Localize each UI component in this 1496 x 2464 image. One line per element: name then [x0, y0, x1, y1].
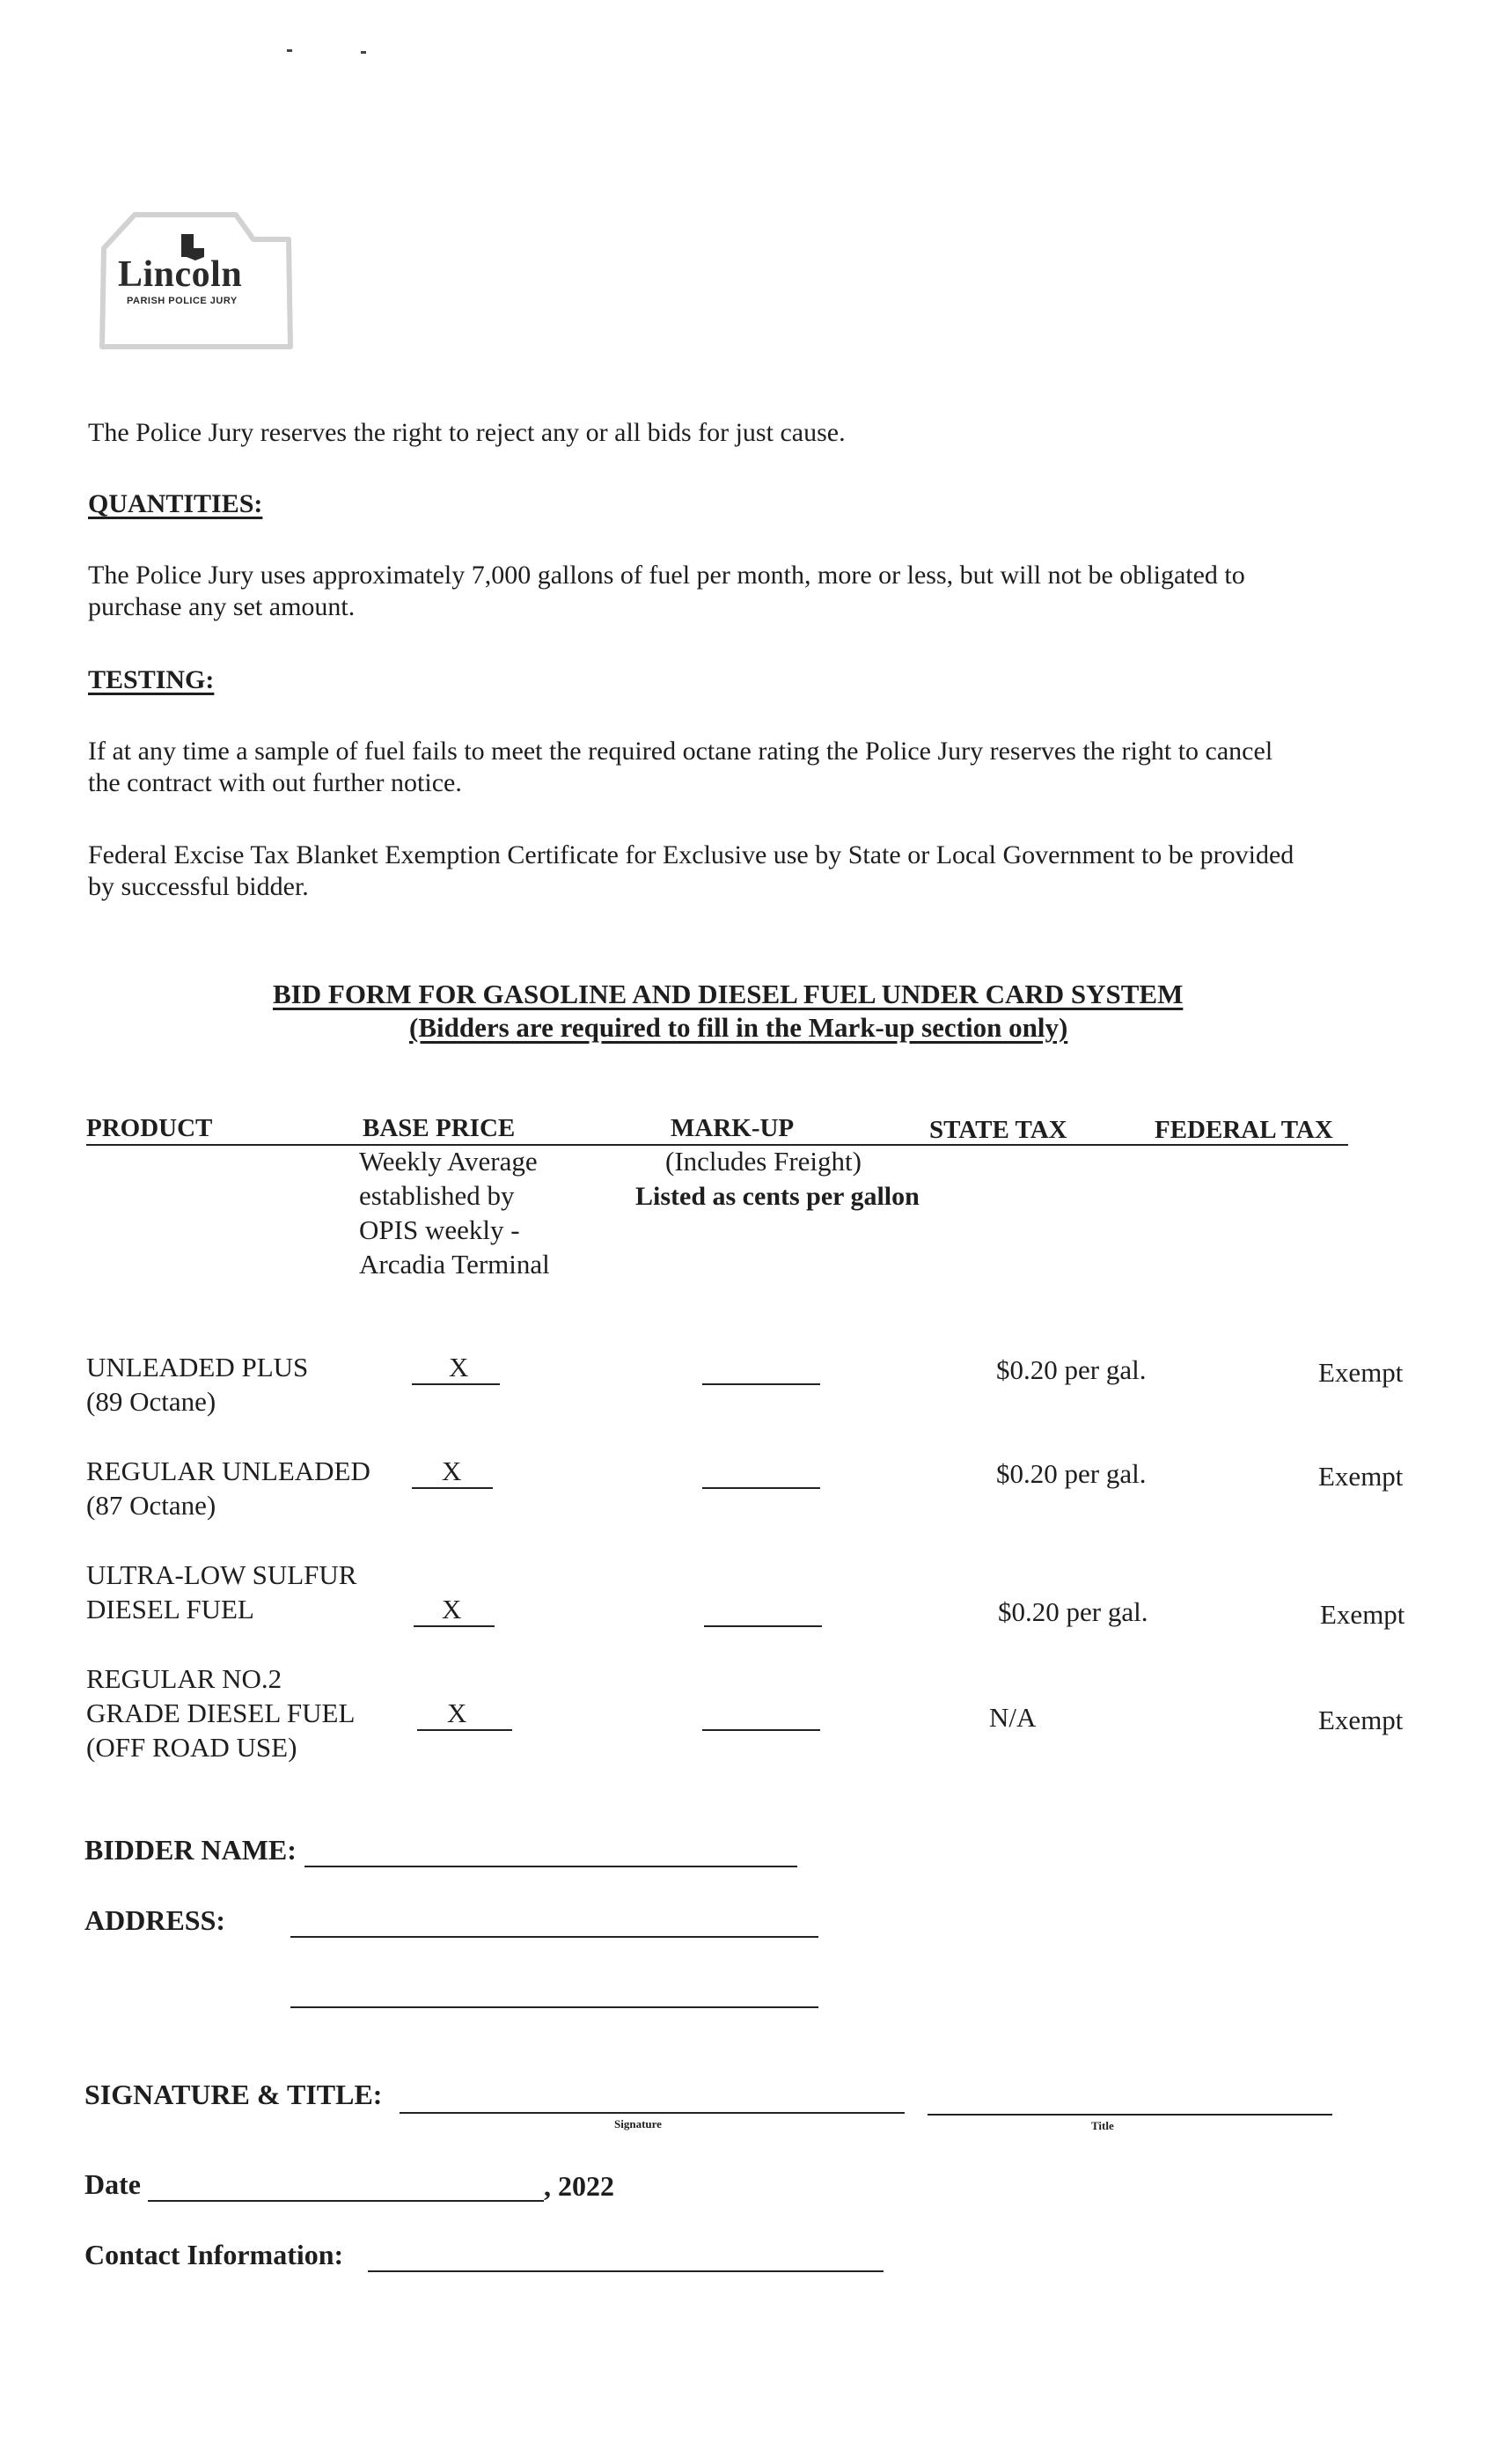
signature-caption: Signature [614, 2117, 662, 2130]
testing-line-1: If at any time a sample of fuel fails to meet the required octane rating the Police Jury reserves the right to cancel [88, 737, 1273, 766]
row-4-product-line-1: REGULAR NO.2 [86, 1663, 282, 1694]
row-3-base-price: X [442, 1594, 462, 1624]
quantities-line-2: purchase any set amount. [88, 592, 356, 621]
signature-title-label: SIGNATURE & TITLE: [84, 2079, 383, 2110]
quantities-line-1: The Police Jury uses approximately 7,000 gallons of fuel per month, more or less, but will not be obligated to [88, 561, 1245, 590]
row-1-base-price-line [412, 1383, 500, 1385]
row-3-base-price-line [414, 1625, 495, 1627]
row-2-base-price: X [442, 1456, 462, 1486]
base-price-note-1: Weekly Average [359, 1146, 538, 1177]
row-1-markup-field[interactable] [702, 1383, 820, 1385]
row-1-state-tax: $0.20 per gal. [996, 1354, 1147, 1385]
testing-line-2: the contract with out further notice. [88, 768, 462, 797]
quantities-heading: QUANTITIES: [88, 489, 263, 518]
row-1-federal-tax: Exempt [1318, 1357, 1404, 1388]
title-caption: Title [1091, 2119, 1114, 2132]
header-product: PRODUCT [86, 1114, 213, 1142]
row-2-product-line-1: REGULAR UNLEADED [86, 1456, 370, 1486]
base-price-note-4: Arcadia Terminal [359, 1249, 550, 1280]
exemption-line-1: Federal Excise Tax Blanket Exemption Certificate for Exclusive use by State or Local Government to be provided [88, 840, 1294, 869]
row-4-state-tax: N/A [989, 1702, 1037, 1733]
form-subtitle: (Bidders are required to fill in the Mark-up section only) [409, 1012, 1068, 1043]
scan-speck [287, 49, 292, 52]
row-3-product-line-1: ULTRA-LOW SULFUR [86, 1559, 357, 1590]
bidder-name-label: BIDDER NAME: [84, 1834, 297, 1866]
row-4-markup-field[interactable] [702, 1729, 820, 1731]
bidder-name-field[interactable] [304, 1866, 797, 1867]
address-field-line-1[interactable] [290, 1936, 818, 1938]
row-3-federal-tax: Exempt [1320, 1599, 1405, 1630]
signature-field[interactable] [400, 2112, 905, 2114]
row-1-product-line-1: UNLEADED PLUS [86, 1352, 309, 1382]
header-markup: MARK-UP [671, 1114, 795, 1142]
date-field[interactable] [148, 2200, 544, 2202]
address-label: ADDRESS: [84, 1904, 226, 1936]
intro-text: The Police Jury reserves the right to reject any or all bids for just cause. [88, 418, 846, 447]
row-1-product-line-2: (89 Octane) [86, 1386, 216, 1417]
row-4-base-price-line [417, 1729, 512, 1731]
row-2-product-line-2: (87 Octane) [86, 1490, 216, 1521]
logo-subtitle: PARISH POLICE JURY [127, 296, 238, 306]
row-4-base-price: X [447, 1698, 467, 1728]
base-price-note-3: OPIS weekly - [359, 1214, 520, 1245]
row-3-state-tax: $0.20 per gal. [998, 1596, 1148, 1627]
header-base-price: BASE PRICE [363, 1114, 516, 1142]
row-3-product-line-2: DIESEL FUEL [86, 1594, 254, 1624]
markup-note-2: Listed as cents per gallon [635, 1182, 920, 1211]
row-3-markup-field[interactable] [704, 1625, 822, 1627]
scan-speck [361, 51, 366, 54]
form-title: BID FORM FOR GASOLINE AND DIESEL FUEL UNDER CARD SYSTEM [273, 979, 1184, 1009]
row-1-base-price: X [449, 1352, 469, 1382]
contact-information-label: Contact Information: [84, 2239, 344, 2270]
address-field-line-2[interactable] [290, 2006, 818, 2008]
markup-note-1: (Includes Freight) [665, 1146, 862, 1177]
logo-name: Lincoln [118, 254, 243, 295]
contact-information-field[interactable] [368, 2270, 884, 2272]
testing-heading: TESTING: [88, 665, 215, 694]
row-4-product-line-3: (OFF ROAD USE) [86, 1732, 297, 1763]
lincoln-parish-logo [95, 195, 297, 354]
row-4-product-line-2: GRADE DIESEL FUEL [86, 1698, 356, 1728]
base-price-note-2: established by [359, 1180, 515, 1211]
row-2-markup-field[interactable] [702, 1487, 820, 1489]
title-field[interactable] [928, 2114, 1332, 2116]
row-2-federal-tax: Exempt [1318, 1461, 1404, 1492]
header-state-tax: STATE TAX [929, 1116, 1067, 1144]
row-2-state-tax: $0.20 per gal. [996, 1458, 1147, 1489]
date-label: Date [84, 2168, 141, 2200]
header-federal-tax: FEDERAL TAX [1155, 1116, 1333, 1144]
row-4-federal-tax: Exempt [1318, 1705, 1404, 1735]
date-year: , 2022 [544, 2170, 614, 2202]
exemption-line-2: by successful bidder. [88, 872, 309, 901]
row-2-base-price-line [412, 1487, 493, 1489]
